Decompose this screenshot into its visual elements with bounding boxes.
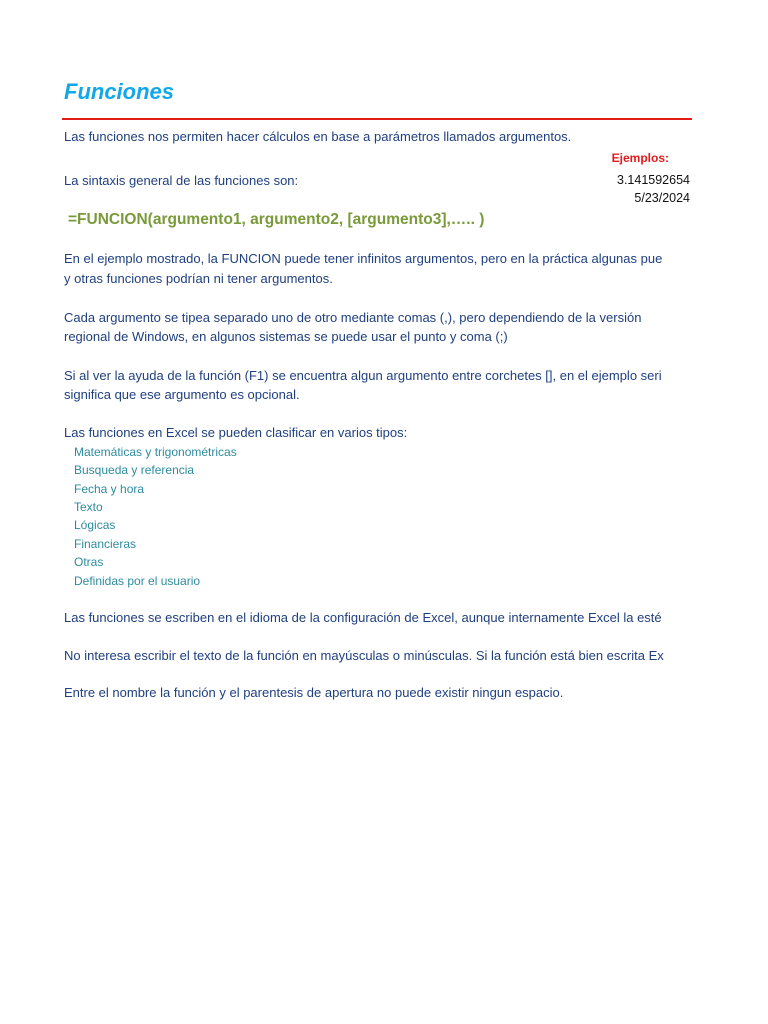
list-item: Busqueda y referencia: [74, 463, 195, 477]
list-item: Matemáticas y trigonométricas: [74, 445, 237, 459]
paragraph-syntax: La sintaxis general de las funciones son:: [64, 173, 299, 188]
list-item: Texto: [74, 500, 103, 514]
example-value-pi: 3.141592654: [617, 173, 690, 187]
paragraph-spacing: Entre el nombre la función y el parentesis de apertura no puede existir ningun espacio.: [64, 685, 564, 700]
paragraph-case: No interesa escribir el texto de la función en mayúsculas o minúsculas. Si la función está bien escrita Ex: [64, 648, 664, 663]
list-item: Lógicas: [74, 518, 116, 532]
page-title: Funciones: [64, 79, 175, 104]
function-syntax-formula: =FUNCION(argumento1, argumento2, [argumento3],….. ): [68, 211, 485, 228]
examples-label: Ejemplos:: [611, 151, 669, 165]
paragraph-separator-line1: Cada argumento se tipea separado uno de otro mediante comas (,), pero dependiendo de la versión: [64, 310, 642, 325]
paragraph-optional-line1: Si al ver la ayuda de la función (F1) se encuentra algun argumento entre corchetes [], en el ejemplo seri: [64, 368, 662, 383]
paragraph-optional-line2: significa que ese argumento es opcional.: [64, 387, 300, 402]
paragraph-separator-line2: regional de Windows, en algunos sistemas se puede usar el punto y coma (;): [64, 329, 508, 344]
example-value-date: 5/23/2024: [634, 191, 690, 205]
list-item: Otras: [74, 555, 104, 569]
content-area: [64, 0, 692, 1024]
paragraph-arguments-line1: En el ejemplo mostrado, la FUNCION puede tener infinitos argumentos, pero en la práctica algunas pue: [64, 251, 663, 266]
paragraph-intro: Las funciones nos permiten hacer cálculos en base a parámetros llamados argumentos.: [64, 129, 572, 144]
paragraph-types-intro: Las funciones en Excel se pueden clasificar en varios tipos:: [64, 425, 408, 440]
list-item: Fecha y hora: [74, 482, 145, 496]
paragraph-language: Las funciones se escriben en el idioma de la configuración de Excel, aunque internamente Excel la esté: [64, 610, 662, 625]
list-item: Financieras: [74, 537, 137, 551]
paragraph-arguments-line2: y otras funciones podrían ni tener argumentos.: [64, 271, 333, 286]
list-item: Definidas por el usuario: [74, 574, 201, 588]
